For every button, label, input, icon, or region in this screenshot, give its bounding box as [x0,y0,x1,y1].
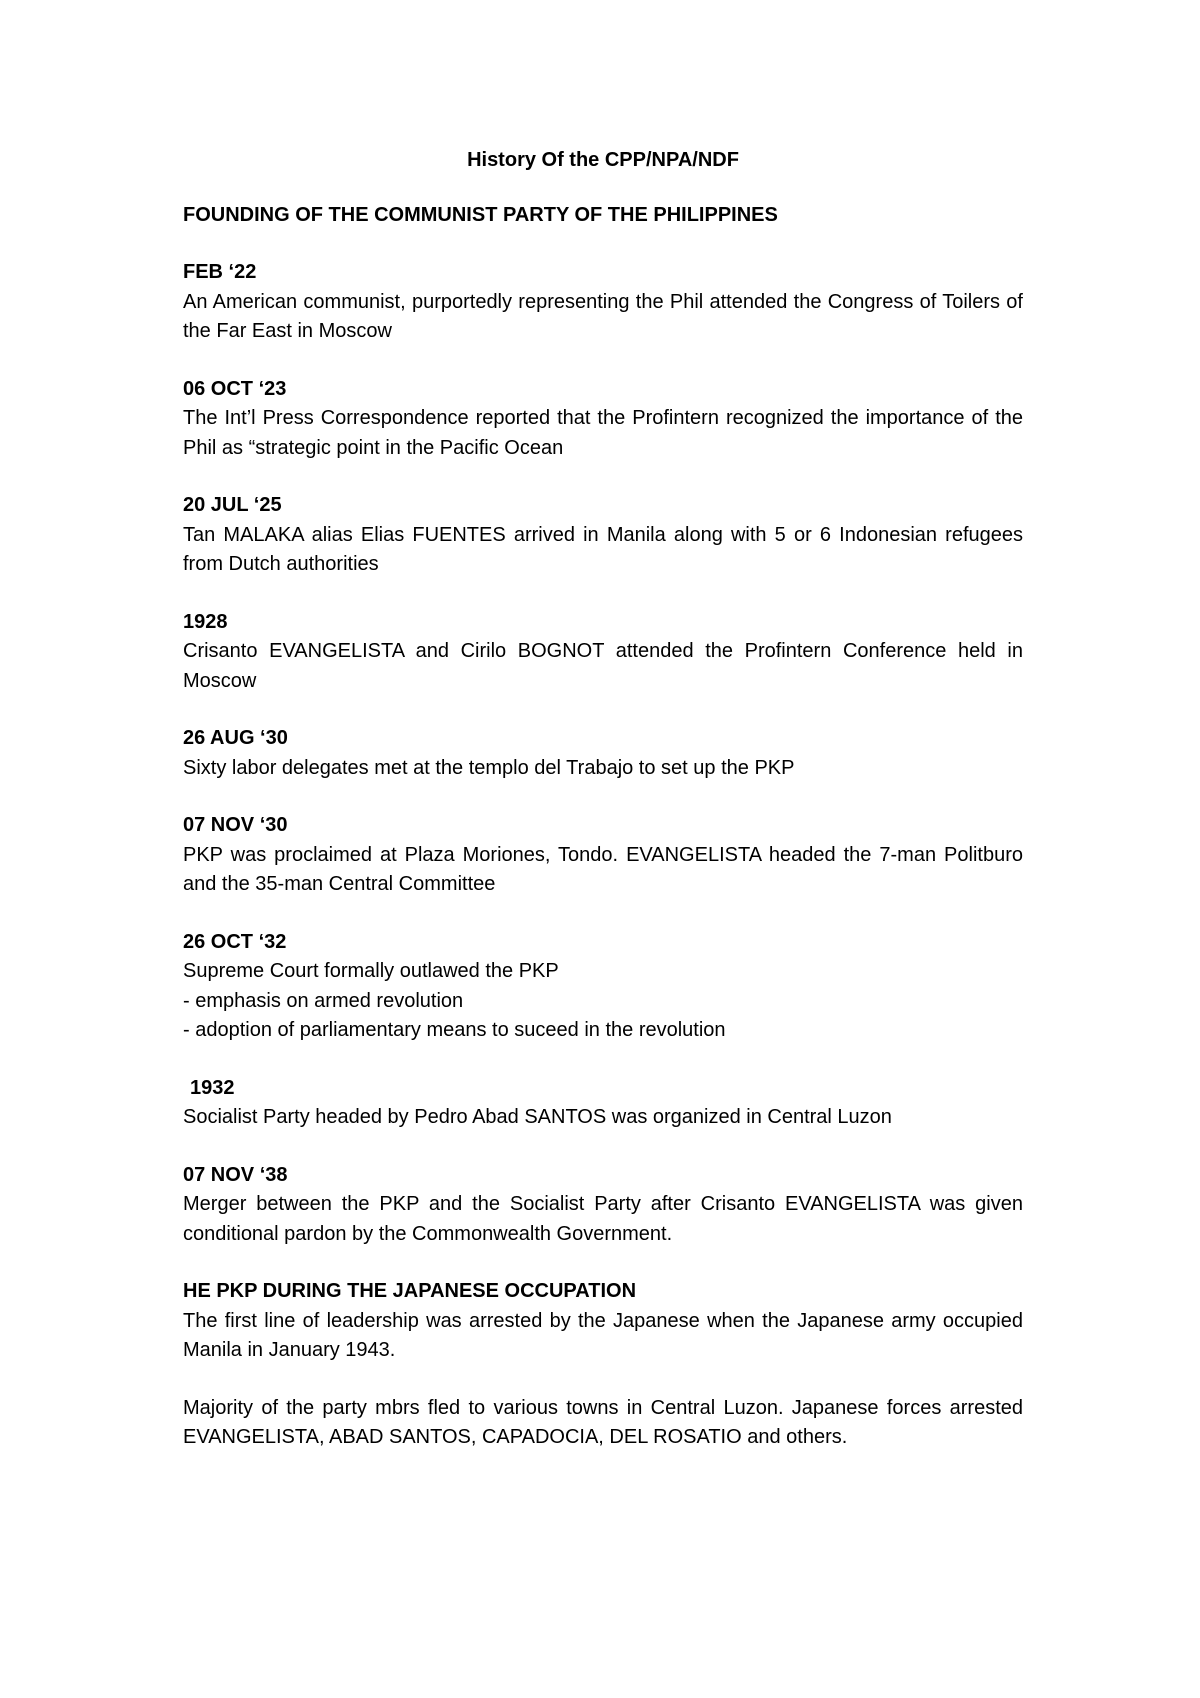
entry-text: Crisanto EVANGELISTA and Cirilo BOGNOT attended the Profintern Conference held in Moscow [183,640,1023,692]
entry-text: Sixty labor delegates met at the templo del Trabajo to set up the PKP [183,756,795,779]
entry-date: 20 JUL ‘25 [183,494,282,516]
entry-text: Tan MALAKA alias Elias FUENTES arrived in Manila along with 5 or 6 Indonesian refugees from Dutch authorities [183,523,1023,575]
timeline-entry [183,375,1023,464]
timeline-entry [183,928,1023,1046]
paragraph: Majority of the party mbrs fled to various towns in Central Luzon. Japanese forces arrested EVANGELISTA, ABAD SANTOS, CAPADOCIA, DEL ROSATIO and others. [183,1396,1023,1448]
document-title: History Of the CPP/NPA/NDF [467,149,739,171]
entry-text: PKP was proclaimed at Plaza Moriones, Tondo. EVANGELISTA headed the 7-man Politburo and the 35-man Central Committee [183,843,1023,895]
entry-text: An American communist, purportedly representing the Phil attended the Congress of Toilers of the Far East in Moscow [183,290,1023,342]
entry-date: 26 OCT ‘32 [183,930,287,953]
entry-line: - adoption of parliamentary means to suceed in the revolution [183,1019,726,1041]
entry-text: Socialist Party headed by Pedro Abad SANTOS was organized in Central Luzon [183,1106,892,1128]
timeline-entry [183,811,1023,900]
section-japanese-occupation [183,1277,1023,1453]
entry-text: Merger between the PKP and the Socialist Party after Crisanto EVANGELISTA was given conditional pardon by the Commonwealth Government. [183,1193,1023,1245]
section-heading-founding: FOUNDING OF THE COMMUNIST PARTY OF THE PHILIPPINES [183,203,778,226]
timeline-entry [183,258,1023,347]
timeline-entry [183,724,1023,783]
timeline-entry [183,491,1023,580]
section-heading-japanese-occupation: HE PKP DURING THE JAPANESE OCCUPATION [183,1280,637,1302]
entry-text: The Int’l Press Correspondence reported that the Profintern recognized the importance of the Phil as “strategic point in the Pacific Ocean [183,407,1023,459]
paragraph: The first line of leadership was arrested by the Japanese when the Japanese army occupied Manila in January 1943. [183,1309,1023,1361]
timeline-entry [183,608,1023,697]
entry-date: FEB ‘22 [183,261,257,283]
entry-date: 06 OCT ‘23 [183,377,287,400]
document-page [183,146,1023,1481]
entry-date: 1928 [183,610,228,633]
entry-date: 07 NOV ‘30 [183,814,288,836]
timeline-entry [183,1161,1023,1250]
entry-line: - emphasis on armed revolution [183,989,464,1012]
timeline-entry [183,1074,1023,1133]
entry-date: 26 AUG ‘30 [183,727,288,749]
entry-date: 07 NOV ‘38 [183,1163,288,1186]
entry-date: 1932 [190,1076,235,1099]
entry-line: Supreme Court formally outlawed the PKP [183,960,559,982]
